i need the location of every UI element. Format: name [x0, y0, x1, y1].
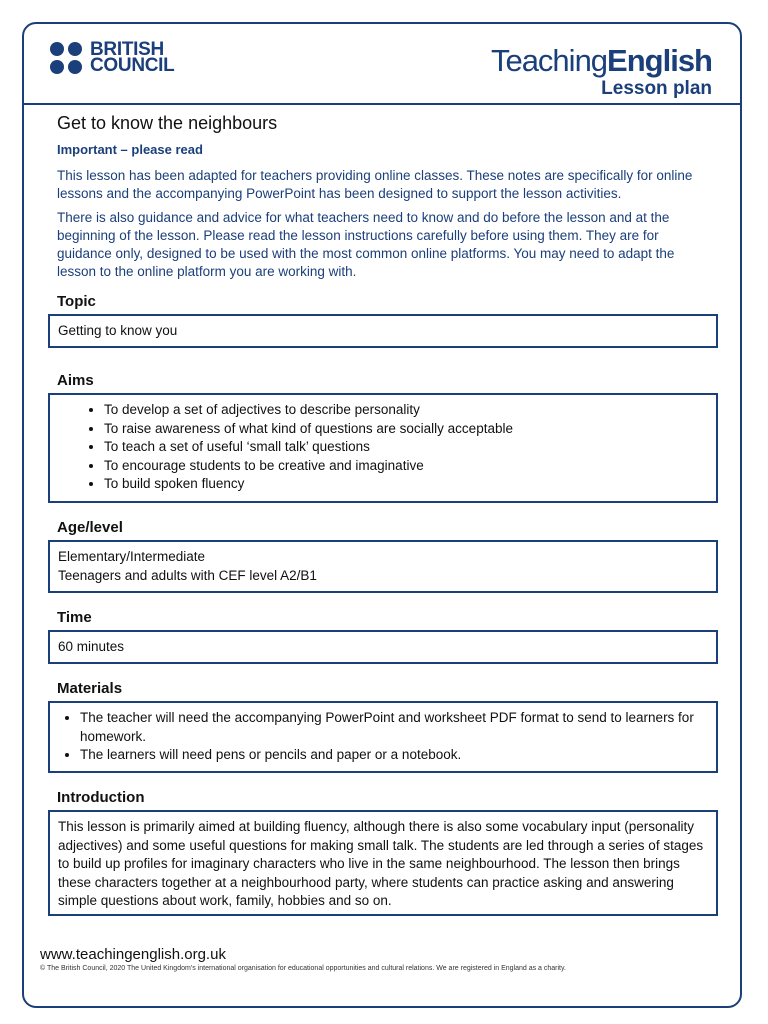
brand-english: English [607, 43, 712, 78]
footer-copyright: © The British Council, 2020 The United Kingdom’s international organisation for educational opportunities and cultural relations. We are registered in England as a charity. [40, 965, 566, 972]
list-item: • The teacher will need the accompanying PowerPoint and worksheet PDF format to send to learners for homework. [80, 709, 708, 746]
list-item: • To encourage students to be creative and imaginative [104, 457, 708, 476]
materials-list [58, 709, 708, 765]
aims-heading: Aims [57, 372, 94, 389]
topic-heading: Topic [57, 293, 96, 310]
materials-heading: Materials [57, 680, 123, 697]
introduction-text: This lesson is primarily aimed at building fluency, although there is also some vocabulary input (personality adjectives) and some useful questions for making small talk. The students are led through a series of stages to build up profiles for imaginary characters who live in the same neighbourhood. The lesson then brings these characters together at a neighbourhood party, where students can practice asking and answering simple questions about work, family, hobbies and so on. [58, 819, 704, 908]
list-item: • The learners will need pens or pencils and paper or a notebook. [80, 746, 708, 765]
time-box [48, 630, 718, 664]
intro-paragraph-1: This lesson has been adapted for teachers providing online classes. These notes are specifically for online lessons and the accompanying PowerPoint has been designed to support the lesson activities. [57, 168, 693, 201]
materials-box [48, 701, 718, 773]
brand-subtitle: Lesson plan [601, 78, 712, 99]
teachingenglish-brand [491, 44, 712, 100]
aims-box [48, 393, 718, 503]
list-item: • To teach a set of useful ‘small talk’ questions [104, 438, 708, 457]
header-divider [22, 103, 742, 105]
list-item: • To build spoken fluency [104, 475, 708, 494]
list-item: • To raise awareness of what kind of questions are socially acceptable [104, 420, 708, 439]
list-item: • To develop a set of adjectives to describe personality [104, 401, 708, 420]
document-body [48, 113, 718, 916]
brand-title [491, 44, 712, 78]
introduction-box [48, 810, 718, 916]
british-council-logo [50, 39, 175, 76]
topic-text: Getting to know you [58, 323, 178, 338]
time-heading: Time [57, 609, 92, 626]
logo-line-1: BRITISH [90, 39, 164, 60]
intro-paragraph-2: There is also guidance and advice for what teachers need to know and do before the lesson and at the beginning of the lesson. Please read the lesson instructions carefully before using them. They are for guidance only, designed to be used with the most common online platforms. You may need to adapt the lesson to the online platform you are working with. [57, 210, 675, 279]
logo-dots-icon [50, 42, 82, 74]
aims-list [58, 401, 708, 494]
age-level-heading: Age/level [57, 519, 123, 536]
age-level-box [48, 540, 718, 593]
brand-teaching: Teaching [490, 43, 608, 78]
logo-text [90, 39, 175, 76]
page-title: Get to know the neighbours [57, 113, 278, 133]
age-level-line-1: Elementary/Intermediate [58, 549, 206, 564]
time-text: 60 minutes [58, 639, 125, 654]
important-heading: Important – please read [57, 142, 203, 157]
topic-box [48, 314, 718, 348]
footer-url[interactable]: www.teachingenglish.org.uk [40, 946, 226, 963]
introduction-heading: Introduction [57, 789, 145, 806]
logo-line-2: COUNCIL [90, 55, 175, 76]
age-level-line-2: Teenagers and adults with CEF level A2/B1 [58, 567, 317, 583]
